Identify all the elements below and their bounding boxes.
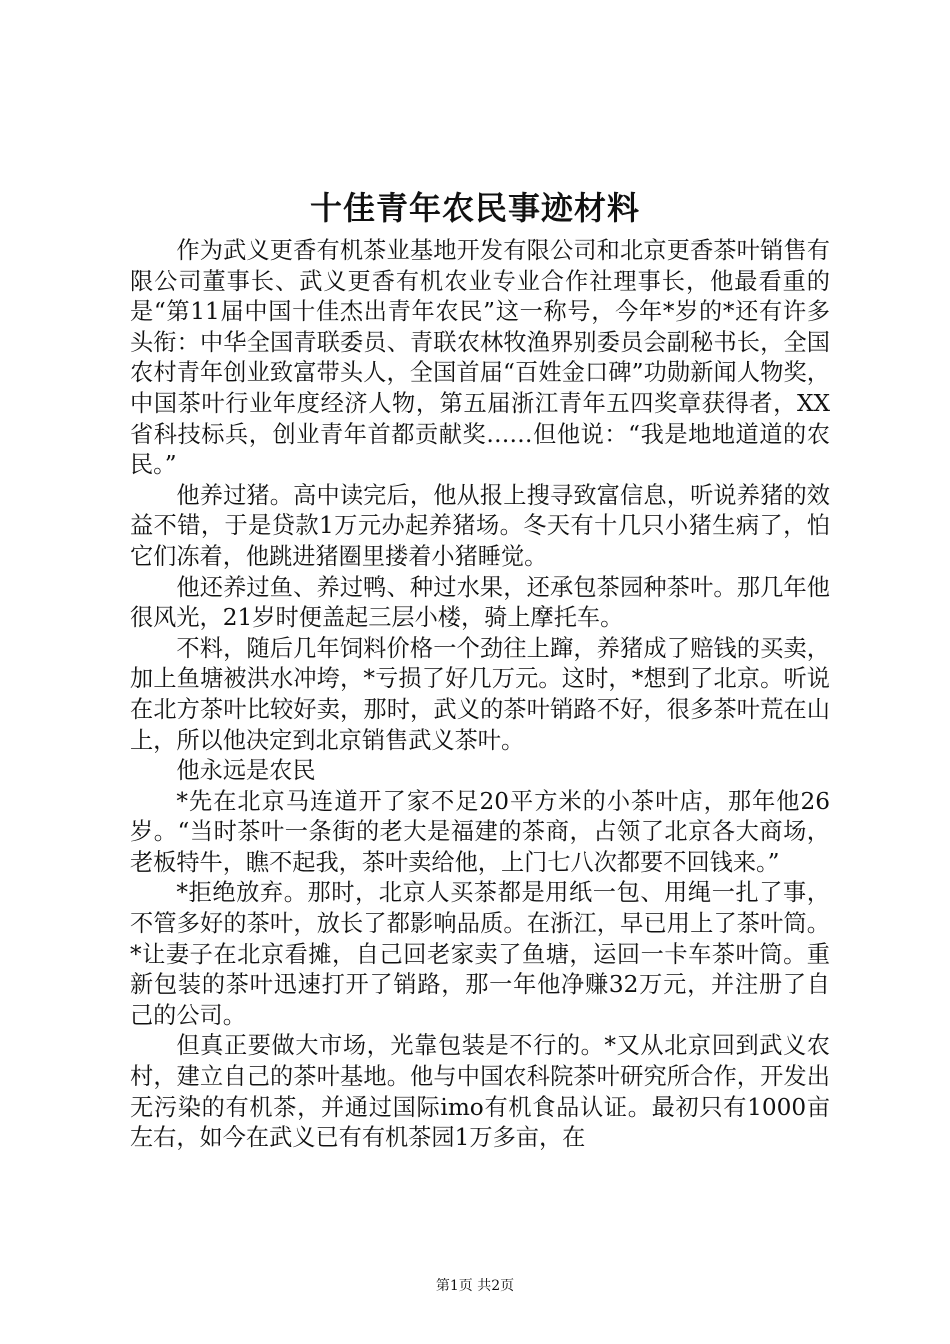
paragraph: *先在北京马连道开了家不足20平方米的小茶叶店，那年他26岁。“当时茶叶一条街的老大是福建的茶商，占领了北京各大商场，老板特牛，瞧不起我，茶叶卖给他，上门七八次都要不回钱来。” xyxy=(130,787,830,876)
paragraph: 不料，随后几年饲料价格一个劲往上蹿，养猪成了赔钱的买卖，加上鱼塘被洪水冲垮，*亏损了好几万元。这时，*想到了北京。听说在北方茶叶比较好卖，那时，武义的茶叶销路不好，很多茶叶荒在山上，所以他决定到北京销售武义茶叶。 xyxy=(130,634,830,754)
paragraph: 他还养过鱼、养过鸭、种过水果，还承包茶园种茶叶。那几年他很风光，21岁时便盖起三层小楼，骑上摩托车。 xyxy=(130,573,830,632)
paragraph: *拒绝放弃。那时，北京人买茶都是用纸一包、用绳一扎了事，不管多好的茶叶，放长了都影响品质。在浙江，早已用上了茶叶筒。*让妻子在北京看摊，自己回老家卖了鱼塘，运回一卡车茶叶筒。重新包装的茶叶迅速打开了销路，那一年他净赚32万元，并注册了自己的公司。 xyxy=(130,879,830,1029)
paragraph: 作为武义更香有机茶业基地开发有限公司和北京更香茶叶销售有限公司董事长、武义更香有机农业专业合作社理事长，他最看重的是“第11届中国十佳杰出青年农民”这一称号，今年*岁的*还有许多头衔：中华全国青联委员、青联农林牧渔界别委员会副秘书长，全国农村青年创业致富带头人，全国首届“百姓金口碑”功勋新闻人物奖，中国茶叶行业年度经济人物，第五届浙江青年五四奖章获得者，XX省科技标兵，创业青年首都贡献奖……但他说：“我是地地道道的农民。” xyxy=(130,237,830,479)
document-title: 十佳青年农民事迹材料 xyxy=(309,189,640,227)
page-number-footer: 第1页 共2页 xyxy=(435,1278,515,1294)
document-body xyxy=(130,236,830,1154)
paragraph: 但真正要做大市场，光靠包装是不行的。*又从北京回到武义农村，建立自己的茶叶基地。他与中国农科院茶叶研究所合作，开发出无污染的有机茶，并通过国际imo有机食品认证。最初只有1000亩左右，如今在武义已有有机茶园1万多亩，在 xyxy=(130,1032,830,1152)
section-heading: 他永远是农民 xyxy=(176,757,316,785)
paragraph: 他养过猪。高中读完后，他从报上搜寻致富信息，听说养猪的效益不错，于是贷款1万元办起养猪场。冬天有十几只小猪生病了，怕它们冻着，他跳进猪圈里搂着小猪睡觉。 xyxy=(130,481,830,570)
